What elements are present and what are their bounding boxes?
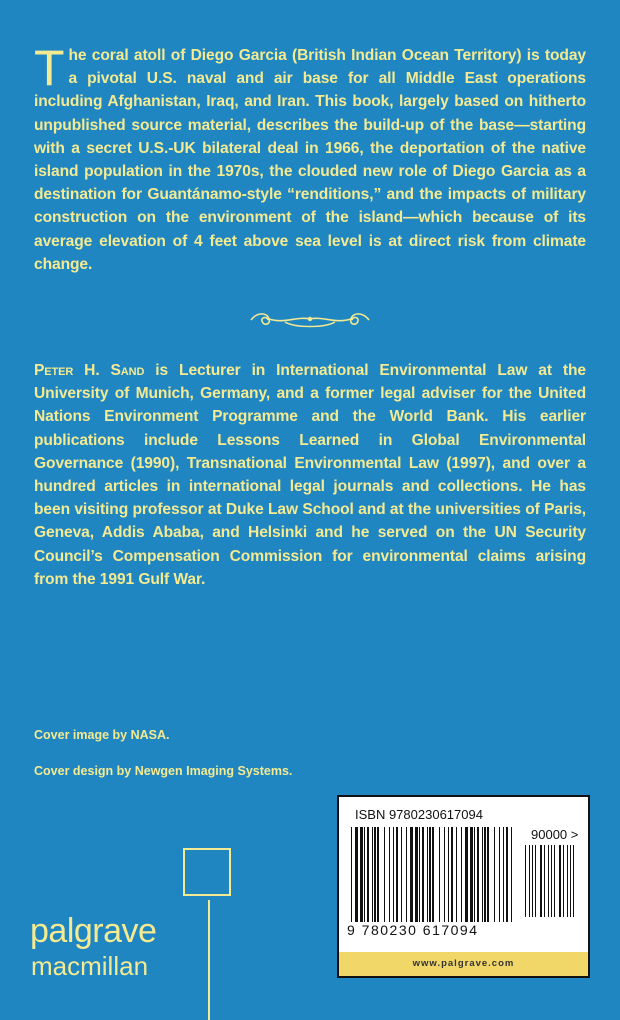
barcode-bar (422, 827, 424, 922)
barcode-bar (540, 845, 542, 917)
barcode-bar (551, 845, 552, 917)
barcode-bar (499, 827, 500, 922)
barcode-bar (567, 845, 568, 917)
publisher-logo-square (183, 848, 231, 896)
barcode-bars (349, 827, 519, 922)
decorative-flourish-icon (245, 306, 375, 332)
barcode-bar (355, 827, 358, 922)
barcode-bar (503, 827, 504, 922)
barcode-bar (439, 827, 440, 922)
cover-design-credit: Cover design by Newgen Imaging Systems. (34, 764, 293, 778)
barcode-bar (364, 827, 365, 922)
barcode-bar (525, 845, 526, 917)
barcode-bar (427, 827, 428, 922)
barcode-bar (401, 827, 402, 922)
price-code: 90000 > (531, 827, 579, 842)
barcode-bar (484, 827, 486, 922)
barcode-digits: 9 780230 617094 (347, 922, 479, 938)
barcode-bar (372, 827, 373, 922)
author-bio-paragraph (34, 359, 586, 591)
barcode-bar (377, 827, 379, 922)
barcode-bar (432, 827, 434, 922)
barcode-bar (529, 845, 530, 917)
publisher-logo-macmillan: macmillan (31, 951, 149, 981)
barcode-bar (415, 827, 418, 922)
barcode-bar (410, 827, 413, 922)
barcode-bar (506, 827, 508, 922)
blurb-text: he coral atoll of Diego Garcia (British Indian Ocean Territory) is today a pivotal U.S. naval and air base for all Middle East operations including Afghanistan, Iraq, and Iran. This book, largely based on hitherto unpublished source material, describes the build-up of the base—starting with a secret U.S.-UK bilateral deal in 1966, the deportation of the native island population in the 1970s, the clouded new role of Diego Garcia as a destination for Guantánamo-style “renditions,” and the impacts of military construction on the environment of the island—which because of its average elevation of 4 feet above sea level is at direct risk from climate change. (34, 47, 586, 273)
barcode-bar (451, 827, 453, 922)
barcode-bar (494, 827, 495, 922)
barcode-bar (465, 827, 468, 922)
barcode-bar (554, 845, 555, 917)
bio-text: is Lecturer in International Environmental Law at the University of Munich, Germany, and a former legal adviser for the United Nations Environment Programme and the World Bank. His earlier publications include Lessons Learned in Global Environmental Governance (1990), Transnational Environmental Law (1997), and over a hundred articles in international legal journals and collections. He has been visiting professor at Duke Law School and at the universities of Paris, Geneva, Addis Ababa, and Helsinki and he served on the UN Security Council’s Compensation Commission for environmental claims arising from the 1991 Gulf War. (34, 362, 586, 588)
barcode-panel (337, 795, 590, 978)
barcode-bar (535, 845, 536, 917)
barcode-bar (573, 845, 574, 917)
publisher-url-bar (339, 952, 588, 976)
blurb-paragraph (34, 40, 586, 276)
barcode-bar (461, 827, 462, 922)
barcode-bar (544, 845, 545, 917)
barcode-bar (384, 827, 385, 922)
barcode-bar (456, 827, 457, 922)
isbn-label: ISBN 9780230617094 (355, 807, 483, 822)
barcode-bar (470, 827, 473, 922)
barcode-bar (406, 827, 407, 922)
barcode-bar (360, 827, 363, 922)
barcode-bar (396, 827, 398, 922)
barcode-bar (563, 845, 564, 917)
barcode-bar (477, 827, 479, 922)
author-name: Peter H. Sand (34, 362, 145, 379)
barcode-bar (559, 845, 561, 917)
barcode-bar (351, 827, 352, 922)
barcode-bar (532, 845, 533, 917)
barcode-bar (419, 827, 420, 922)
barcode-bar (474, 827, 475, 922)
barcode-bar (393, 827, 394, 922)
cover-image-credit: Cover image by NASA. (34, 728, 170, 742)
barcode-bar (570, 845, 571, 917)
barcode-bar (367, 827, 369, 922)
drop-cap: T (34, 40, 65, 96)
barcode-bar (374, 827, 376, 922)
barcode-bar (487, 827, 489, 922)
barcode-bar (511, 827, 512, 922)
barcode-bar (448, 827, 449, 922)
publisher-logo-palgrave: palgrave (30, 912, 157, 950)
barcode-bar (429, 827, 431, 922)
barcode-bar (482, 827, 483, 922)
barcode-bar (548, 845, 549, 917)
publisher-logo-line (208, 900, 210, 1020)
publisher-url[interactable]: www.palgrave.com (412, 958, 515, 969)
barcode-bar (444, 827, 445, 922)
price-barcode-bars (523, 845, 581, 917)
barcode-bar (389, 827, 390, 922)
